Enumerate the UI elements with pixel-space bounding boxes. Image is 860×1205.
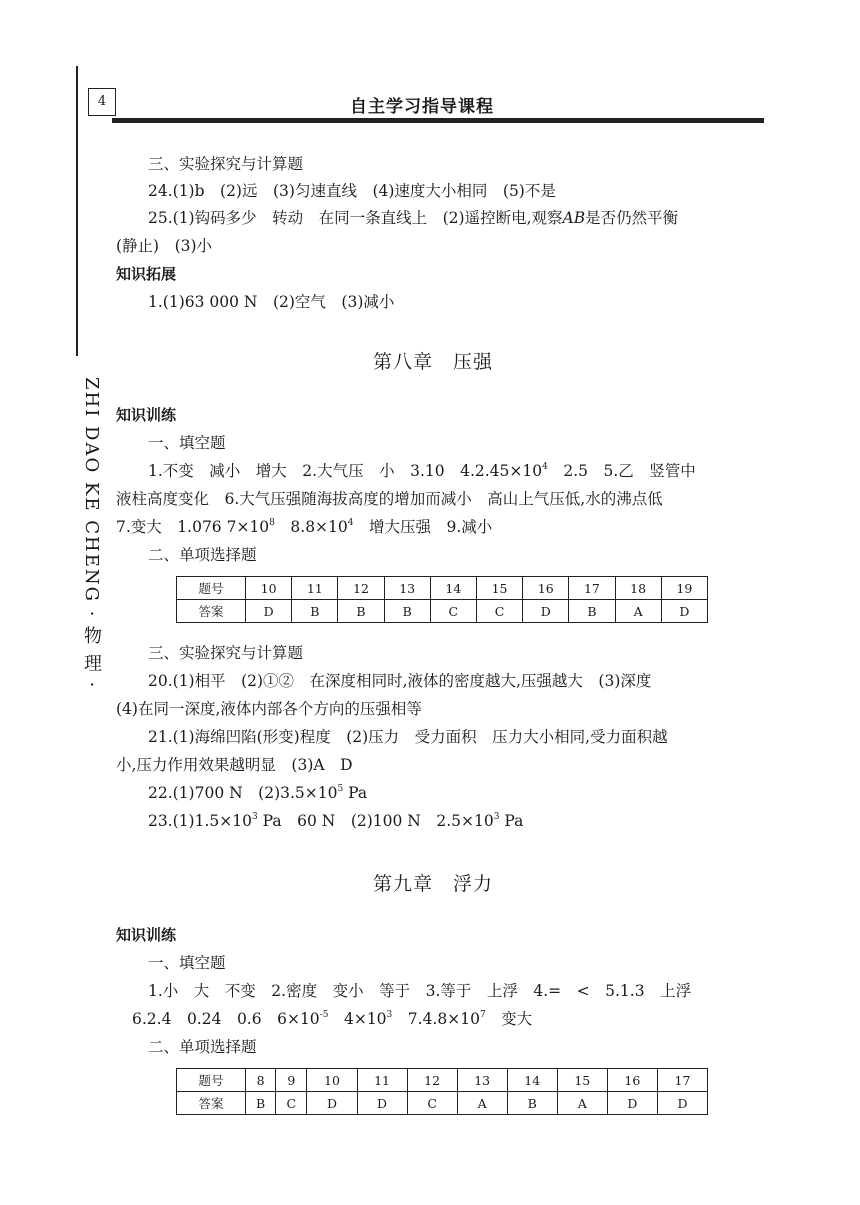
fill-heading: 一、填空题 xyxy=(148,954,226,972)
table-cell: C xyxy=(276,1092,307,1115)
table-cell: C xyxy=(430,600,476,623)
table-cell: D xyxy=(246,600,292,623)
chapter-9-title: 第九章 浮力 xyxy=(373,873,494,895)
table-cell: 10 xyxy=(246,577,292,600)
table-row xyxy=(177,600,708,623)
answer-21-line1: 21.(1)海绵凹陷(形变)程度 (2)压力 受力面积 压力大小相同,受力面积越 xyxy=(148,728,668,746)
fill-line-1: 1.小 大 不变 2.密度 变小 等于 3.等于 上浮 4.= < 5.1.3 上浮 xyxy=(148,982,692,1000)
table-cell: A xyxy=(557,1092,607,1115)
answer-20-line2: (4)在同一深度,液体内部各个方向的压强相等 xyxy=(116,700,422,718)
table-cell: 9 xyxy=(276,1069,307,1092)
table-cell: 19 xyxy=(661,577,707,600)
exp-heading: 三、实验探究与计算题 xyxy=(148,644,304,662)
answer-24: 24.(1)b (2)远 (3)匀速直线 (4)速度大小相同 (5)不是 xyxy=(148,182,556,200)
table-cell: B xyxy=(338,600,384,623)
table-row xyxy=(177,1069,708,1092)
side-label: ZHI DAO KE CHENG · 物 理 · xyxy=(81,377,102,690)
training-heading: 知识训练 xyxy=(116,926,177,944)
choice-heading: 二、单项选择题 xyxy=(148,546,257,564)
table-cell: 10 xyxy=(307,1069,357,1092)
running-title: 自主学习指导课程 xyxy=(350,97,494,117)
table-row-label: 题号 xyxy=(177,1069,246,1092)
table-cell: A xyxy=(615,600,661,623)
table-cell: 17 xyxy=(569,577,615,600)
table-cell: 18 xyxy=(615,577,661,600)
answer-21-line2: 小,压力作用效果越明显 (3)A D xyxy=(116,756,353,774)
table-cell: B xyxy=(246,1092,276,1115)
table-row-label: 答案 xyxy=(177,600,246,623)
table-cell: 15 xyxy=(476,577,522,600)
fill-heading: 一、填空题 xyxy=(148,434,226,452)
table-row xyxy=(177,577,708,600)
table-cell: B xyxy=(569,600,615,623)
answer-25-line2: (静止) (3)小 xyxy=(116,237,213,255)
table-cell: 17 xyxy=(657,1069,707,1092)
table-cell: 12 xyxy=(407,1069,457,1092)
answer-23: $23.(1)1.5\times 10^3$ Pa 60 N (2)100 N $2.5\times 10^3$ Pa xyxy=(148,812,524,830)
table-row-label: 题号 xyxy=(177,577,246,600)
table-cell: 11 xyxy=(357,1069,407,1092)
answer-table-ch9 xyxy=(176,1068,708,1115)
table-cell: 14 xyxy=(430,577,476,600)
table-row-label: 答案 xyxy=(177,1092,246,1115)
table-cell: D xyxy=(607,1092,657,1115)
table-cell: 14 xyxy=(507,1069,557,1092)
table-cell: B xyxy=(292,600,338,623)
table-cell: D xyxy=(357,1092,407,1115)
table-cell: 15 xyxy=(557,1069,607,1092)
table-cell: 16 xyxy=(523,577,569,600)
answer-table-ch8 xyxy=(176,576,708,623)
fill-line-2: 液柱高度变化 6.大气压强随海拔高度的增加而减小 高山上气压低,水的沸点低 xyxy=(116,490,663,508)
table-cell: B xyxy=(384,600,430,623)
fill-line-1: 1.不变 减小 增大 2.大气压 小 3.10 $4.2.45\times 10^4$ 2.5 5.乙 竖管中 xyxy=(148,462,696,480)
table-cell: 11 xyxy=(292,577,338,600)
fill-line-2: 6.2.4 0.24 0.6 $6\times 10^{-5}$ $4\times 10^3$ $7.4.8\times 10^7$ 变大 xyxy=(132,1010,533,1028)
table-cell: C xyxy=(476,600,522,623)
table-cell: D xyxy=(661,600,707,623)
header-rule xyxy=(112,118,764,123)
table-cell: 8 xyxy=(246,1069,276,1092)
table-cell: B xyxy=(507,1092,557,1115)
choice-heading: 二、单项选择题 xyxy=(148,1038,257,1056)
table-cell: D xyxy=(657,1092,707,1115)
table-cell: D xyxy=(523,600,569,623)
extension-answer-1: 1.(1)63 000 N (2)空气 (3)减小 xyxy=(148,293,395,311)
table-cell: D xyxy=(307,1092,357,1115)
table-cell: 12 xyxy=(338,577,384,600)
table-cell: 13 xyxy=(457,1069,507,1092)
margin-rule xyxy=(76,66,78,356)
table-cell: C xyxy=(407,1092,457,1115)
section-heading: 三、实验探究与计算题 xyxy=(148,155,304,173)
table-cell: 16 xyxy=(607,1069,657,1092)
answer-20-line1: 20.(1)相平 (2)①② 在深度相同时,液体的密度越大,压强越大 (3)深度 xyxy=(148,672,652,690)
chapter-8-title: 第八章 压强 xyxy=(373,351,494,373)
answer-25-line1: 25.(1)钩码多少 转动 在同一条直线上 (2)遥控断电,观察AB是否仍然平衡 xyxy=(148,209,679,227)
fill-line-3: 7.变大 1.076 $7\times 10^8$ $8.8\times 10^4$ 增大压强 9.减小 xyxy=(116,518,493,536)
training-heading: 知识训练 xyxy=(116,406,177,424)
table-cell: 13 xyxy=(384,577,430,600)
table-row xyxy=(177,1092,708,1115)
extension-heading: 知识拓展 xyxy=(116,265,177,283)
answer-22: 22.(1)700 N $(2)3.5\times 10^5$ Pa xyxy=(148,784,368,802)
table-cell: A xyxy=(457,1092,507,1115)
page-number: 4 xyxy=(88,88,116,116)
